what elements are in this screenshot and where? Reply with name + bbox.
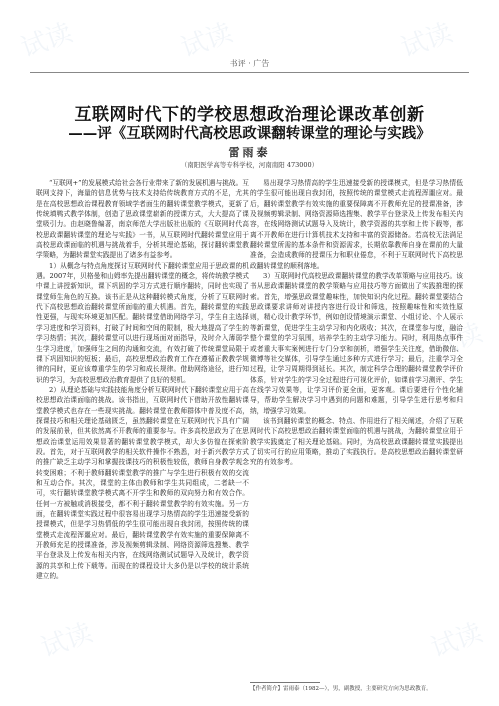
body-column-left bbox=[36, 178, 249, 690]
footnote-divider bbox=[250, 682, 320, 683]
author-affiliation: （南阳医学高等专科学校，河南南阳 473000） bbox=[180, 161, 319, 169]
article-subtitle: ——评《互联网时代高校思政课翻转课堂的理论与实践》 bbox=[68, 126, 431, 142]
watermark: 试读 bbox=[37, 317, 97, 364]
body-paragraph: 3）互联网时代高校思政课翻转课堂的教学改革策略与应用技巧。该书从思政课翻转课堂的教学策略与应用技巧等方面做出了实践推理的探索。首先，增强思政课堂趣味性，加快知识内化过程。翻转课堂要结合思政课要求讲师对讲授内容进行设计和筛选，按照趣味性和实效性原则，精心设计教学环节，例如创设情境演示课堂、小组讨论、个人展示等新课堂，促进学生主动学习和内化吸收；其次，在课堂参与度，融洽整个课堂的学习氛围，培养学生的主动学习能力。同时，利用热点事件或者重大事实案例进行专门分享和剖析，增强学生关注度，借助微信、微博等社交媒体，引导学生通过多种方式进行学习；最后，注重学习全过程，让学习周期得到延长。其次，制定科学合理的翻转课堂教学评价体系，针对学生的学习全过程进行可视化评价，如课前学习测评、学生在线学习效果等，让学习评价更全面，更客观。课后要进行个性化辅导，帮助学生解决学习中遇到的问题和难题，引导学生进行思考和归纳，增强学习效果。 bbox=[250, 272, 463, 415]
watermark: 试读 bbox=[17, 17, 77, 64]
watermark: 试读 bbox=[427, 317, 487, 364]
body-paragraph: 该书到翻转课堂的概念、特点、作用进行了相关阐述，介绍了互联网时代下高校思想政治翻转课堂面临的机遇与挑战，为翻转课堂应用于教学实践奠定了相关理论基础。同时，为高校思政课翻转课堂实践提出了切实可行的应用策略，推动了实践执行。是高校思想政治翻转课堂研究的有效参考。 bbox=[250, 416, 463, 467]
watermark: 试读 bbox=[177, 17, 237, 64]
watermark: 试读 bbox=[37, 617, 97, 664]
body-paragraph: “互联网+”的发展模式给社会各行业带来了新的发展机遇与挑战。互联网支持下，海量的信息优势与技术支持给传统教育方式的不足，尤其是在高校思想政治课程教育领域学者面生的翻转课堂教学模式，更新了传统填鸭式教学体制，创造了思政课堂崭新的授课方式，大大提高了课堂吸引力。由赵晓鲁编著，南京师范大学出版社出版的《互联网时代高校思政课翻转课堂的理论与实践》一书，从互联网时代翻转课堂应用于高校思政课面临的机遇与挑战着手，分析其理论基础，探讨翻转课堂教学策略，为翻转课堂实践提出了诸多有益参考。 bbox=[36, 179, 249, 260]
author-bio-footnote: 【作者简介】雷雨泰（1982—），男，副教授，主要研究方向为思政教育。 bbox=[250, 686, 432, 692]
article-author: 雷雨泰 bbox=[228, 146, 271, 159]
header-divider bbox=[30, 72, 469, 73]
body-paragraph: 易出现学习热情高的学生迅速接受新的授课模式，但是学习热情低的学生很可能出现自我封闭，按照传统的课堂模式走流程浑噩应对。最后，翻转课堂教学有效实施的重要保障离不开教师充足的授课准备，涉及视频剪辑录制、网络资源筛选搜集、教学平台登录及上传发布相关内容，在线网络测试试题导入及统计，教学资源的共享和上传下载等，都离不开教师在进行计算机技术支持和丰富的资源储备。若高校无法满足翻转课堂所需的基本条件和资源需求，长期依靠教师自身在课前的大量准备，会造成教师的授课压力和职业倦怠，不利于互联网时代下高校思政翻转课堂的顺利落地。 bbox=[250, 179, 463, 270]
article-title: 互联网时代下的学校思想政治理论课改革创新 bbox=[74, 105, 425, 125]
watermark: 试读 bbox=[427, 617, 487, 664]
header-label: 书评 · 广告 bbox=[229, 59, 270, 68]
body-column-right bbox=[250, 178, 463, 690]
watermark: 试读 bbox=[397, 17, 457, 64]
body-paragraph: 1）从概念与特点角度探讨互联网时代下翻转课堂应用于思政课的机遇。2007年，贝格曼和山姆率先提出翻转课堂的概念，将传统教学模式中课上讲授新知识，课下巩固的学习方式进行顺序翻转，同时也实现了课堂师生角色的互换。该书正是从这种翻转模式角度，分析了互联网时代下高校思想政治翻转课堂所面临的重大机遇。首先，翻转课堂的实践性更强，与现实环境更加匹配。翻转课堂借助网络学习，学生自主选择学习进度和学习资料，打破了时间和空间的限制，极大地提高了学生的学习热情；其次，翻转课堂可以进行现场面对面指导，及时介入薄弱学生学习进度，加强师生之间的沟通和交流，有效打破了传统课堂局限于课下巩固知识的短板；最后，高校思想政治教育工作在遵循正教教学规律的同时，更应该尊重学生的学习和成长规律。借助网络途径，进行知识的学习，为高校思想政治教育提供了良好的契机。 bbox=[36, 261, 249, 384]
body-paragraph: 2）从理论基础与实践技能角度分析互联网时代下翻转课堂应用于高校思想政治课面临的挑战。该书指出，互联网时代下借助开放性翻转课堂教学模式也存在一些现实挑战。翻转课堂在教师群体中普及度不高，探课技巧和相关理论基础匮乏，虽然翻转课堂在互联网时代下具有广阔的发展前景，但其依然离不开教师的重要参与。许多高校思政为了在思想政治课堂运用效果显著的翻转课堂教学模式，却大多仿徨在探索阶段。首先，对于互联网教学的相关软件操作不熟悉，对于新兴教学方式的推广缺乏主动学习和掌握技课技巧的积极性较低，教师自身教学观念转变困难；不利于教师翻转课堂教学的推广与学生进行积极有效的交流和互动合作。其次，课堂的主体由教师和学生共同组成，二者缺一不可，实行翻转课堂教学模式离不开学生和教师的双向努力和有效合作。任何一方被触或消极接受，都不利于翻转课堂教学的有效实施。另一方面，在翻转课堂实践过程中很容易出现学习热情高的学生迅速接受新的授课模式，但是学习热情低的学生很可能出现自我封闭，按照传统的课堂模式走流程浑噩应对。最后，翻转课堂教学有效实施的重要保障离不开教师充足的授课准备，涉及视频剪辑录制、网络资源筛选搜集、教学平台登录及上传发布相关内容，在线网络测试试题导入及统计，教学资源的共享和上传下载等。而现在的课程设计大多仍是以学校的统计系统建立的。 bbox=[36, 385, 249, 581]
